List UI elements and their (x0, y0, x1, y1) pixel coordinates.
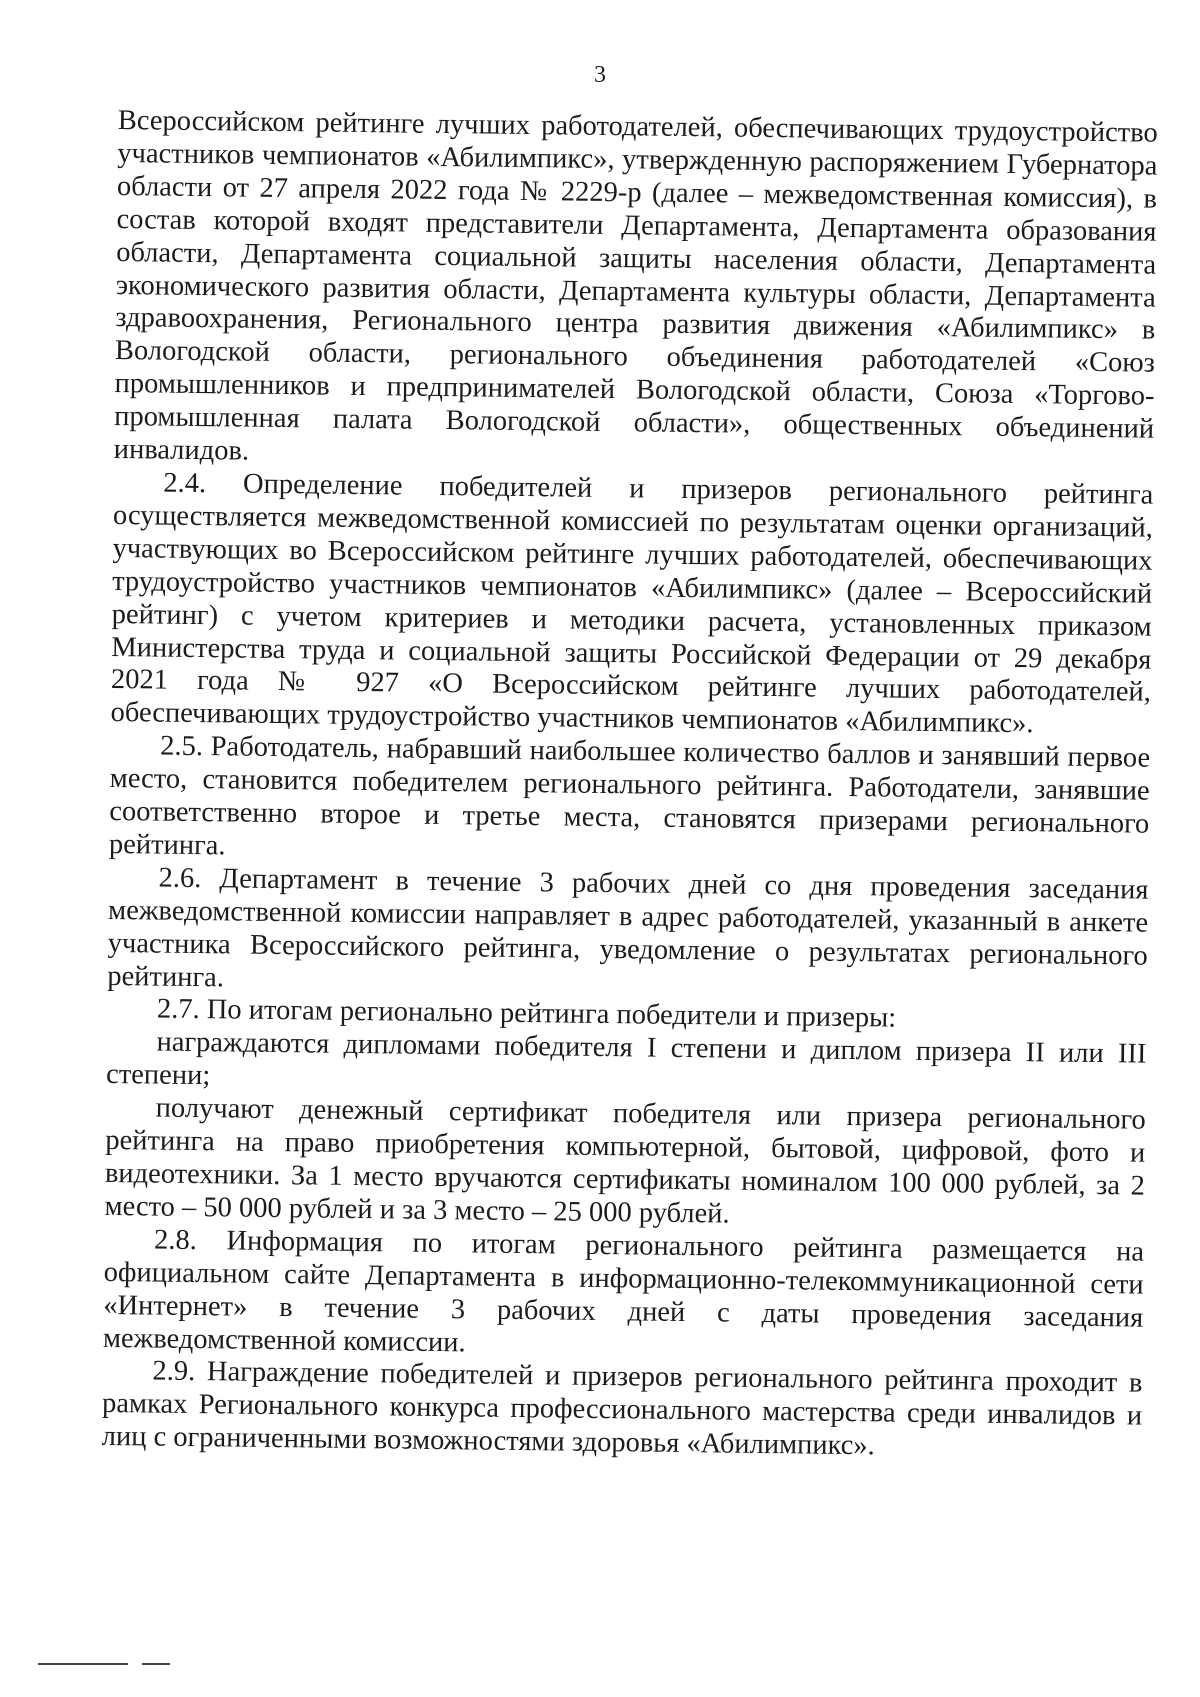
paragraph-2-8: 2.8. Информация по итогам регионального рейтинга размещается на официальном сайте Департамента в информационно-телекоммуникационной сети «Интернет» в течение 3 рабочих дней с даты проведения заседания межведомственной комиссии. (102, 1224, 1145, 1358)
paragraph-2-6: 2.6. Департамент в течение 3 рабочих дней со дня проведения заседания межведомственной комиссии направляет в адрес работодателей, указанный в анкете участника Всероссийского рейтинга, уведомление о результатах регионального рейтинга. (107, 862, 1149, 993)
document-body (102, 105, 1158, 1467)
page-number: 3 (594, 62, 606, 88)
paragraph-2-7-certificates: получают денежный сертификат победителя или призера регионального рейтинга на право приобретения компьютерной, бытовой, цифровой, фото и видеотехники. За 1 место вручаются сертификаты номиналом 100 000 рублей, за 2 место – 50 000 рублей и за 3 место – 25 000 рублей. (104, 1092, 1146, 1230)
paragraph-2-7: 2.7. По итогам регионально рейтинга победители и призеры: (156, 994, 897, 1035)
footer-rule (38, 1663, 128, 1665)
footer-rule-short (142, 1663, 170, 1665)
paragraph-2-5: 2.5. Работодатель, набравший наибольшее количество баллов и занявший первое место, становится победителем регионального рейтинга. Работодатели, занявшие соответственно второе и третье места, становятся призерами регионального рейтинга. (108, 730, 1151, 862)
paragraph-2-9: 2.9. Награждение победителей и призеров регионального рейтинга проходит в рамках Регионального конкурса профессионального мастерства среди инвалидов и лиц с ограниченными возможностями здоровья «Абилимпикс». (101, 1355, 1143, 1462)
paragraph-2-4: 2.4. Определение победителей и призеров регионального рейтинга осуществляется межведомственной комиссией по результатам оценки организаций, участвующих во Всероссийском рейтинге лучших работодателей, обеспечивающих трудоустройство участников чемпионатов «Абилимпикс» (далее – Всероссийский рейтинг) с учетом критериев и методики расчета, установленных приказом Министерства труда и социальной защиты Российской Федерации от 29 декабря 2021 года № 927 «О Всероссийском рейтинге лучших работодателей, обеспечивающих трудоустройство участников чемпионатов «Абилимпикс». (110, 467, 1154, 740)
paragraph-2-7-diplomas: награждаются дипломами победителя I степени и диплом призера II или III степени; (105, 1026, 1147, 1092)
paragraph-continuation-commission: Всероссийском рейтинге лучших работодателей, обеспечивающих трудоустройство участников чемпионатов «Абилимпикс», утвержденную распоряжением Губернатора области от 27 апреля 2022 года № 2229-р (далее – межведомственная комиссия), в состав которой входят представители Департамента, Департамента образования области, Департамента социальной защиты населения области, Департамента экономического развития области, Департамента культуры области, Департамента здравоохранения, Регионального центра развития движения «Абилимпикс» в Вологодской области, регионального объединения работодателей «Союз промышленников и предпринимателей Вологодской области, Союза «Торгово-промышленная палата Вологодской области», общественных объединений инвалидов. (113, 105, 1158, 467)
